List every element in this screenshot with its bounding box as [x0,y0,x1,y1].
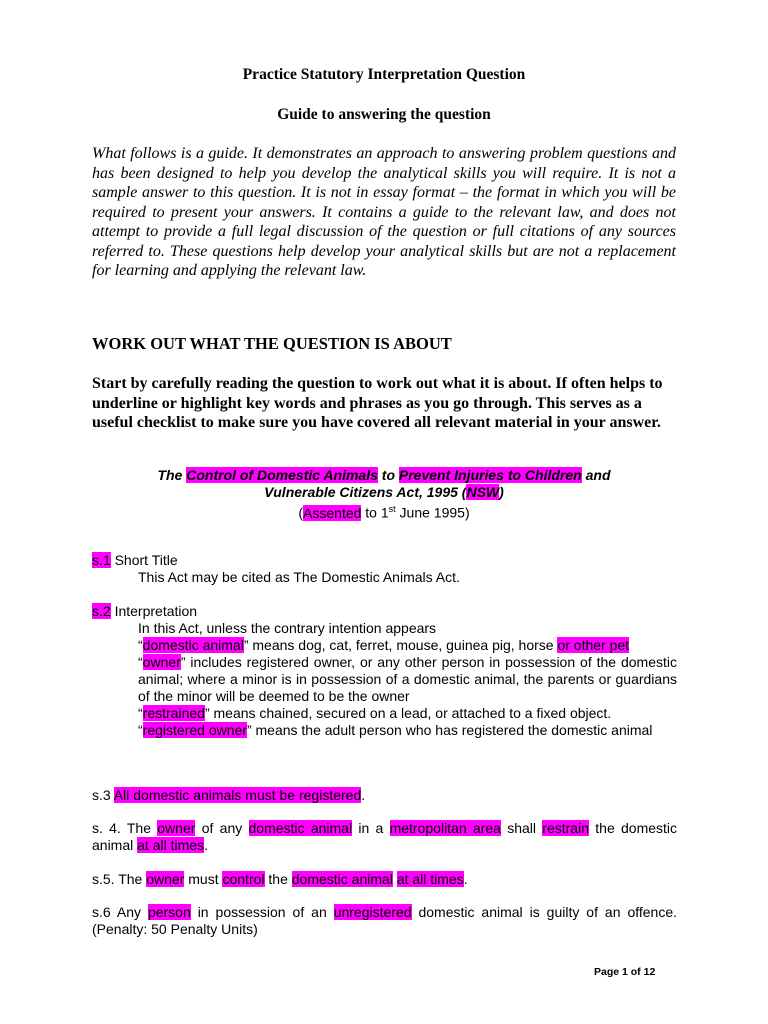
s4-f: . [204,837,208,853]
highlight-s1: s.1 [92,552,111,568]
def2-text: ” includes registered owner, or any other person in possession of the domestic animal; where a minor is in possession of a domestic animal, the parents or guardians of the minor will be deemed to be the owner [138,654,677,704]
act-close: ) [499,484,504,500]
act-title [92,467,676,522]
assent-to: to 1 [361,504,389,521]
definition-restrained [138,705,677,722]
highlight-s5-animal: domestic animal [291,871,393,887]
section-1-title: Short Title [110,552,178,568]
page-title: Practice Statutory Interpretation Question [242,66,526,83]
guide-paragraph: What follows is a guide. It demonstrates an approach to answering problem questions and has been designed to help you develop the analytical skills you will require. It is not a sample answer to this question. It is not in essay format – the format in which you will be required to present your answers. It contains a guide to the relevant law, and does not attempt to provide a full legal discussion of the question or full citations of any sources referred to. These questions help develop your analytical skills but are not a replacement for learning and applying the relevant law. [92,145,676,279]
section-1-text: This Act may be cited as The Domestic Animals Act. [138,569,460,585]
highlight-def3-term: restrained [142,705,205,721]
s4-e: the domestic animal [92,820,678,853]
def4-text: ” means the adult person who has registered the domestic animal [246,722,653,738]
act-and: and [581,467,611,483]
highlight-act-name-b: Prevent Injuries to Children [398,467,582,483]
page-number: Page 1 of 12 [594,966,656,978]
section-4 [92,820,677,854]
act-assent-line [92,501,676,522]
s6-b: in possession of an [190,904,334,920]
s4-a: s. 4. The [92,820,158,836]
def4-quote: “ [138,722,143,738]
def1-text: ” means dog, cat, ferret, mouse, guinea pig, horse [243,637,558,653]
act-title-line2 [92,484,676,501]
highlight-nsw: NSW [466,484,500,500]
s5-c: the [264,871,292,887]
s5-b: must [184,871,223,887]
act-the: The [157,467,187,483]
s6-c: domestic animal is guilty of an offence. (Penalty: 50 Penalty Units) [92,904,678,937]
section-3-num: s.3 [92,787,114,803]
def2-quote: “ [138,654,143,670]
highlight-s4-animal: domestic animal [248,820,353,836]
highlight-s6-unregistered: unregistered [333,904,412,920]
s4-b: of any [195,820,249,836]
assent-sup: st [388,504,396,514]
highlight-act-name-a: Control of Domestic Animals [186,467,378,483]
intro-paragraph: Start by carefully reading the question to work out what it is about. If often helps to underline or highlight key words and phrases as you go through. This serves as a useful checklist to make sure you have covered all relevant material in your answer. [92,375,663,431]
def1-quote: “ [138,637,143,653]
highlight-s2: s.2 [92,603,111,619]
section-3-end: . [361,787,366,803]
section-6 [92,904,677,938]
highlight-s4-area: metropolitan area [389,820,501,836]
assent-open: ( [298,504,304,521]
def3-quote: “ [138,705,143,721]
highlight-or-other-pet: or other pet [557,637,630,653]
highlight-s6-person: person [147,904,191,920]
assent-date: June 1995) [395,504,470,521]
highlight-def1-term: domestic animal [142,637,244,653]
s6-a: s.6 Any [92,904,148,920]
section-heading: WORK OUT WHAT THE QUESTION IS ABOUT [92,334,452,353]
definition-registered-owner [138,722,677,739]
s5-a: s.5. The [92,871,147,887]
highlight-assented: Assented [303,504,362,521]
act-to: to [377,467,399,483]
section-3 [92,787,677,804]
page-subtitle: Guide to answering the question [277,106,491,123]
highlight-s4-restrain: restrain [542,820,589,836]
definition-owner [138,654,677,705]
section-2-title: Interpretation [110,603,198,619]
def3-text: ” means chained, secured on a lead, or attached to a fixed object. [204,705,612,721]
highlight-s4-times: at all times [137,837,205,853]
section-2 [92,603,677,739]
highlight-s4-owner: owner [157,820,196,836]
definition-domestic-animal [138,637,677,654]
s5-e: . [463,871,468,887]
section-2-lead: In this Act, unless the contrary intention appears [138,620,437,636]
act-line2: Vulnerable Citizens Act, 1995 ( [264,484,467,500]
highlight-def4-term: registered owner [142,722,247,738]
section-2-heading [92,603,677,620]
highlight-s5-owner: owner [146,871,185,887]
act-title-line1 [92,467,676,484]
section-1-heading [92,552,677,569]
highlight-s5-times: at all times [396,871,464,887]
highlight-s3: All domestic animals must be registered [113,787,362,803]
section-5 [92,871,677,888]
s4-c: in a [352,820,390,836]
highlight-s5-control: control [222,871,265,887]
section-1 [92,552,677,586]
highlight-def2-term: owner [142,654,181,670]
s4-d: shall [500,820,543,836]
